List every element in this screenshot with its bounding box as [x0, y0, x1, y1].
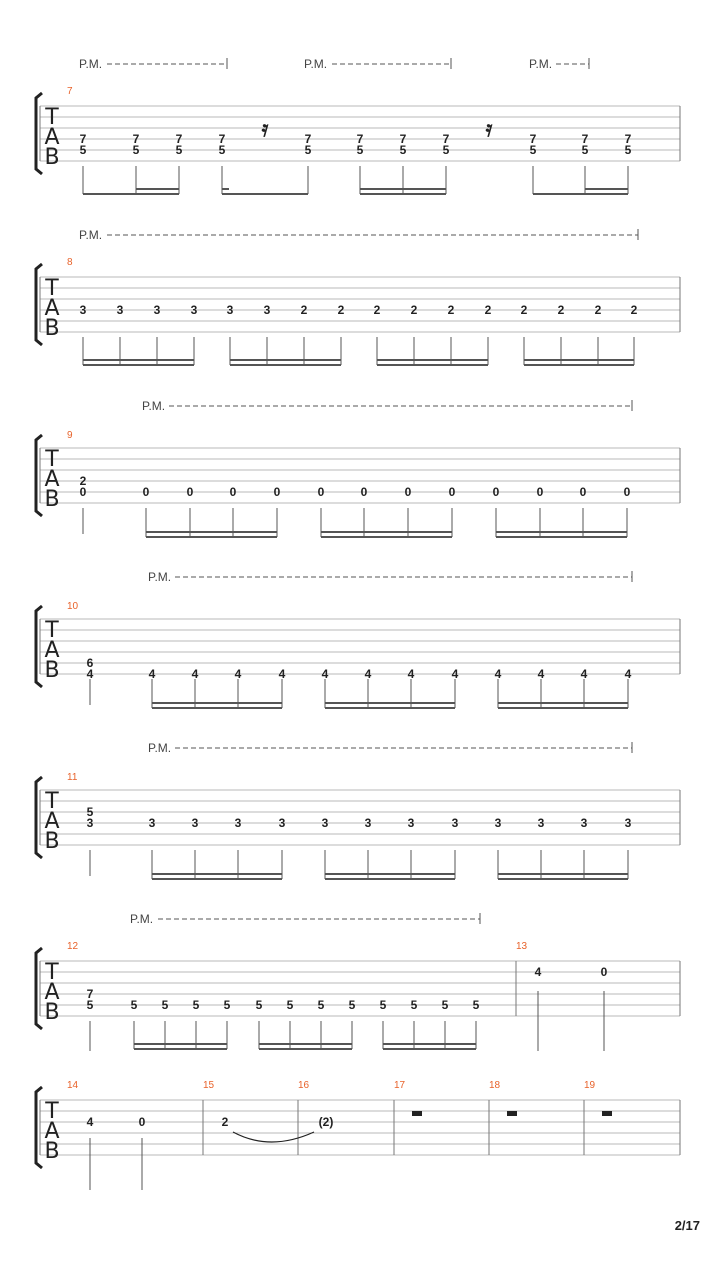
fret-number: 7 — [218, 132, 226, 146]
fret-number: 0 — [448, 485, 456, 499]
fret-number: 2 — [79, 474, 87, 488]
fret-number: 4 — [407, 667, 415, 681]
measure-number: 10 — [67, 601, 79, 612]
tab-clef-letter: T — [45, 960, 59, 985]
fret-number: 7 — [399, 132, 407, 146]
fret-number: 3 — [364, 816, 372, 830]
fret-number: 3 — [451, 816, 459, 830]
fret-number: 0 — [138, 1115, 146, 1129]
measure-number: 11 — [67, 772, 78, 783]
fret-number: 6 — [86, 656, 94, 670]
fret-number: 4 — [148, 667, 156, 681]
fret-number: 2 — [557, 303, 565, 317]
fret-number: 0 — [536, 485, 544, 499]
palm-mute-label: P.M. — [148, 570, 172, 584]
fret-number: 0 — [623, 485, 631, 499]
tab-clef-letter: B — [44, 145, 60, 170]
fret-number: 3 — [191, 816, 199, 830]
fret-number: 0 — [273, 485, 281, 499]
fret-number: 7 — [529, 132, 537, 146]
fret-number: 4 — [321, 667, 329, 681]
fret-number: 2 — [221, 1115, 229, 1129]
fret-number: 7 — [442, 132, 450, 146]
fret-number: 4 — [537, 667, 545, 681]
fret-number: 7 — [132, 132, 140, 146]
tab-clef-letter: B — [44, 829, 60, 854]
fret-number: 5 — [529, 143, 537, 157]
fret-number: 3 — [190, 303, 198, 317]
system-bracket — [36, 264, 42, 345]
fret-number: 2 — [373, 303, 381, 317]
palm-mute-label: P.M. — [529, 57, 553, 71]
fret-number: 2 — [300, 303, 308, 317]
fret-number: 2 — [337, 303, 345, 317]
measure-number: 9 — [67, 430, 73, 441]
fret-number: 0 — [186, 485, 194, 499]
whole-rest-icon — [507, 1111, 517, 1116]
fret-number: 5 — [317, 998, 325, 1012]
fret-number: 2 — [447, 303, 455, 317]
tab-clef-letter: A — [44, 296, 60, 321]
system-bracket — [36, 93, 42, 174]
fret-number: 7 — [175, 132, 183, 146]
fret-number: 4 — [451, 667, 459, 681]
fret-number: 0 — [229, 485, 237, 499]
tab-clef-letter: A — [44, 125, 60, 150]
fret-number: 4 — [580, 667, 588, 681]
sixteenth-rest-icon: 𝄿 — [261, 116, 269, 142]
fret-number: 3 — [148, 816, 156, 830]
tab-clef-letter: T — [45, 105, 59, 130]
system-bracket — [36, 777, 42, 858]
fret-number: 3 — [79, 303, 87, 317]
tab-clef-letter: B — [44, 487, 60, 512]
measure-number: 12 — [67, 941, 79, 952]
fret-number: 5 — [441, 998, 449, 1012]
whole-rest-icon — [412, 1111, 422, 1116]
fret-number: 5 — [218, 143, 226, 157]
fret-number: 2 — [594, 303, 602, 317]
measure-number: 16 — [298, 1080, 310, 1091]
fret-number: 4 — [278, 667, 286, 681]
fret-number: 4 — [86, 1115, 94, 1129]
fret-number: 3 — [116, 303, 124, 317]
fret-number: 5 — [624, 143, 632, 157]
fret-number: 3 — [278, 816, 286, 830]
fret-number: (2) — [318, 1115, 334, 1129]
page-number: 2/17 — [674, 1218, 700, 1233]
tab-clef-letter: T — [45, 789, 59, 814]
fret-number: 4 — [191, 667, 199, 681]
palm-mute-label: P.M. — [142, 399, 166, 413]
measure-number: 17 — [394, 1080, 406, 1091]
fret-number: 0 — [79, 485, 87, 499]
measure-number: 14 — [67, 1080, 79, 1091]
fret-number: 7 — [79, 132, 87, 146]
fret-number: 0 — [317, 485, 325, 499]
fret-number: 4 — [534, 965, 542, 979]
fret-number: 7 — [624, 132, 632, 146]
fret-number: 0 — [142, 485, 150, 499]
palm-mute-label: P.M. — [79, 228, 103, 242]
fret-number: 4 — [494, 667, 502, 681]
fret-number: 5 — [86, 805, 94, 819]
fret-number: 4 — [624, 667, 632, 681]
system-bracket — [36, 606, 42, 687]
tab-clef-letter: A — [44, 809, 60, 834]
fret-number: 0 — [360, 485, 368, 499]
tab-clef-letter: A — [44, 980, 60, 1005]
fret-number: 3 — [234, 816, 242, 830]
system-bracket — [36, 1087, 42, 1168]
fret-number: 5 — [399, 143, 407, 157]
fret-number: 0 — [600, 965, 608, 979]
measure-number: 13 — [516, 941, 528, 952]
fret-number: 5 — [86, 998, 94, 1012]
fret-number: 0 — [579, 485, 587, 499]
fret-number: 2 — [410, 303, 418, 317]
measure-number: 7 — [67, 86, 73, 97]
fret-number: 5 — [286, 998, 294, 1012]
fret-number: 4 — [234, 667, 242, 681]
fret-number: 3 — [537, 816, 545, 830]
fret-number: 5 — [175, 143, 183, 157]
fret-number: 2 — [484, 303, 492, 317]
fret-number: 3 — [226, 303, 234, 317]
palm-mute-label: P.M. — [304, 57, 328, 71]
fret-number: 3 — [494, 816, 502, 830]
whole-rest-icon — [602, 1111, 612, 1116]
fret-number: 2 — [630, 303, 638, 317]
tab-clef-letter: B — [44, 1139, 60, 1164]
tab-clef-letter: A — [44, 638, 60, 663]
tab-clef-letter: T — [45, 447, 59, 472]
fret-number: 7 — [356, 132, 364, 146]
fret-number: 3 — [321, 816, 329, 830]
measure-number: 15 — [203, 1080, 215, 1091]
fret-number: 5 — [379, 998, 387, 1012]
fret-number: 5 — [581, 143, 589, 157]
measure-number: 19 — [584, 1080, 596, 1091]
fret-number: 3 — [263, 303, 271, 317]
tab-clef-letter: A — [44, 1119, 60, 1144]
fret-number: 5 — [472, 998, 480, 1012]
palm-mute-label: P.M. — [79, 57, 103, 71]
system-bracket — [36, 948, 42, 1029]
fret-number: 5 — [79, 143, 87, 157]
fret-number: 3 — [580, 816, 588, 830]
sixteenth-rest-icon: 𝄿 — [485, 116, 493, 142]
system-bracket — [36, 435, 42, 516]
fret-number: 4 — [86, 667, 94, 681]
fret-number: 5 — [192, 998, 200, 1012]
fret-number: 5 — [442, 143, 450, 157]
tab-clef-letter: A — [44, 467, 60, 492]
tab-clef-letter: T — [45, 618, 59, 643]
fret-number: 5 — [130, 998, 138, 1012]
fret-number: 5 — [161, 998, 169, 1012]
fret-number: 7 — [86, 987, 94, 1001]
fret-number: 2 — [520, 303, 528, 317]
fret-number: 0 — [404, 485, 412, 499]
fret-number: 3 — [86, 816, 94, 830]
fret-number: 3 — [407, 816, 415, 830]
fret-number: 5 — [410, 998, 418, 1012]
fret-number: 7 — [581, 132, 589, 146]
fret-number: 5 — [223, 998, 231, 1012]
tab-clef-letter: T — [45, 276, 59, 301]
tab-clef-letter: B — [44, 316, 60, 341]
fret-number: 5 — [132, 143, 140, 157]
fret-number: 0 — [492, 485, 500, 499]
palm-mute-label: P.M. — [148, 741, 172, 755]
measure-number: 18 — [489, 1080, 501, 1091]
tab-clef-letter: B — [44, 658, 60, 683]
fret-number: 5 — [304, 143, 312, 157]
palm-mute-label: P.M. — [130, 912, 154, 926]
measure-number: 8 — [67, 257, 73, 268]
fret-number: 5 — [348, 998, 356, 1012]
tab-clef-letter: B — [44, 1000, 60, 1025]
fret-number: 3 — [624, 816, 632, 830]
tab-clef-letter: T — [45, 1099, 59, 1124]
fret-number: 5 — [356, 143, 364, 157]
fret-number: 4 — [364, 667, 372, 681]
fret-number: 5 — [255, 998, 263, 1012]
fret-number: 3 — [153, 303, 161, 317]
fret-number: 7 — [304, 132, 312, 146]
